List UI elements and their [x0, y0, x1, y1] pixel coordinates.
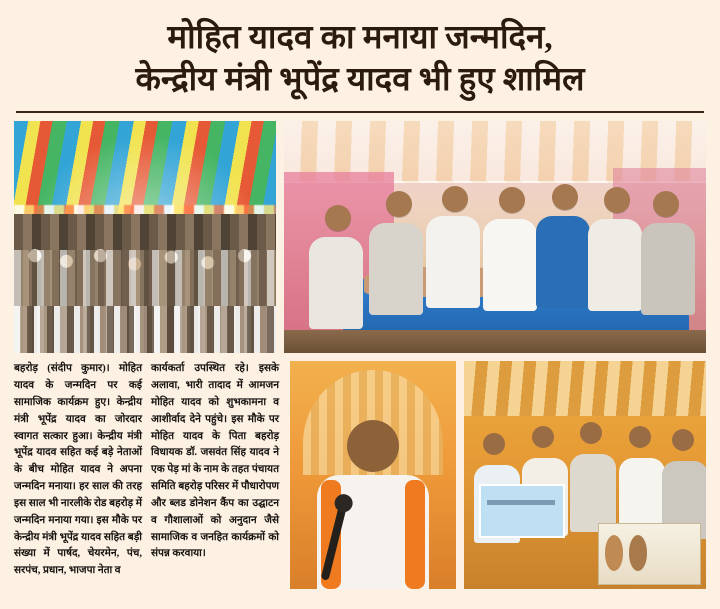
article-body: [14, 361, 282, 589]
cheque-decor: [479, 484, 565, 538]
person-torso: [369, 223, 423, 315]
person-torso: [588, 219, 642, 311]
person-torso: [570, 454, 616, 532]
page-title: [14, 12, 706, 105]
person-head: [442, 186, 468, 212]
person-torso: [426, 216, 480, 308]
person-head: [532, 426, 554, 448]
person-torso: [641, 223, 695, 315]
body-column-2: कार्यकर्ता उपस्थित रहे। इसके अलावा, भारी तादाद में आमजन मोहित यादव को शुभकामना व आशीर्वाद देने पहुंचे। इस मौके पर मोहित यादव के पिता बहरोड़ विधायक डॉ. जसवंत सिंह यादव ने एक पेड़ मां के नाम के तहत पंचायत समिति बहरोड़ परिसर में पौधारोपण और ब्लड डोनेशन कैंप का उद्घाटन व गौशालाओं को अनुदान जैसे सामाजिक व जनहित कार्यक्रमों को संपन्न करवाया।: [151, 363, 279, 560]
speaker-stole-right-decor: [405, 480, 425, 589]
person-head: [325, 205, 351, 231]
speaker-head-decor: [347, 420, 399, 472]
top-photo-row: [14, 121, 706, 353]
person-torso: [309, 237, 363, 329]
photo-speaker-at-microphone: [290, 361, 456, 589]
tent-roof-decor: [464, 361, 706, 416]
person-head: [483, 433, 505, 455]
person-torso: [536, 216, 590, 308]
headline-divider: [16, 111, 704, 113]
group-of-men-decor: [292, 177, 697, 353]
headline-line-1: मोहित यादव का मनाया जन्मदिन,: [167, 20, 553, 56]
photo-crowd-under-pandal: [14, 121, 276, 353]
photo-cheque-handover-group: [464, 361, 706, 589]
crowd-decor: [14, 214, 276, 353]
headline-line-2: केन्द्रीय मंत्री भूपेंद्र यादव भी हुए शामिल: [135, 61, 585, 98]
hall-floor-decor: [284, 330, 706, 353]
person-head: [386, 191, 412, 217]
person-head: [580, 422, 602, 444]
background-banner-decor: [598, 523, 702, 584]
lower-photo-row: [290, 361, 706, 589]
photo-leaders-group-on-stage: [284, 121, 706, 353]
person-head: [672, 429, 694, 451]
person-head: [499, 187, 525, 213]
lower-section: [14, 361, 706, 589]
person-torso: [483, 219, 537, 311]
person-head: [653, 191, 679, 217]
person-head: [629, 426, 651, 448]
person-head: [552, 184, 578, 210]
body-column-1: बहरोड़ (संदीप कुमार)। मोहित यादव के जन्मदिन पर कई सामाजिक कार्यक्रम हुए। केन्द्रीय मंत्री भूपेंद्र यादव का जोरदार स्वागत सत्कार हुआ। केन्द्रीय मंत्री भूपेंद्र यादव सहित कई बड़े नेताओं के बीच मोहित यादव ने अपना जन्मदिन मनाया। हर साल की तरह इस साल भी नारलीके रोड बहरोड़ में जन्मदिन मनाया गया। इस मौके पर केन्द्रीय मंत्री भूपेंद्र यादव सहित बड़ी संख्या में पार्षद, चेयरमेन, पंच, सरपंच, प्रधान, भाजपा नेता व: [14, 363, 142, 577]
person-head: [604, 187, 630, 213]
